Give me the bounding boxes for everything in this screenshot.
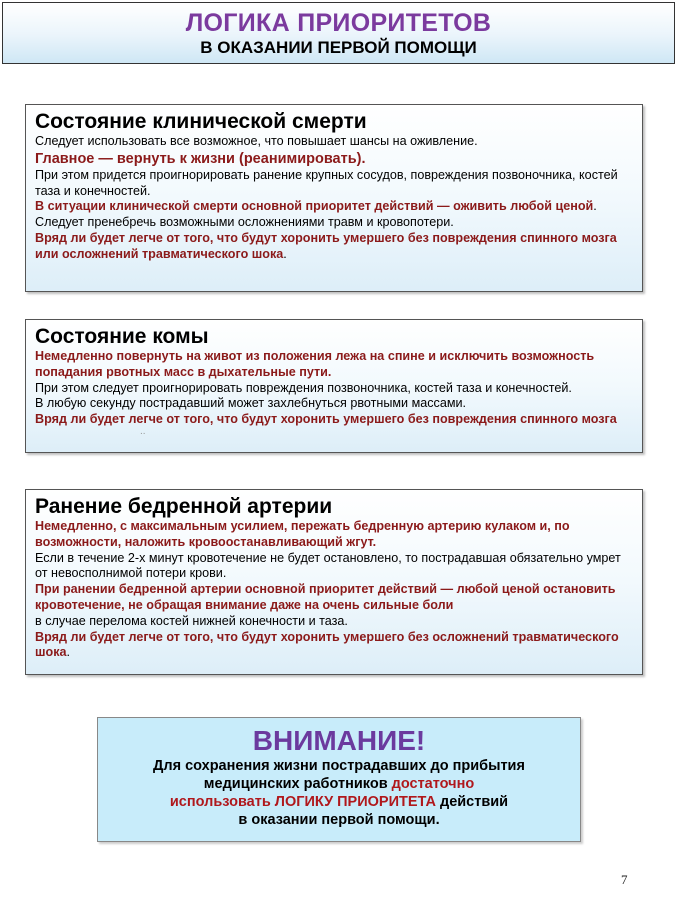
section-text: Следует использовать все возможное, что повышает шансы на оживление. [35,134,478,148]
priority-period: . [593,199,597,214]
section-heading: Состояние клинической смерти [35,110,367,133]
attention-line-3-text: действий [435,794,509,810]
attention-line-3 [98,793,580,811]
section-key-point: Немедленно, с максимальным усилием, пережать бедренную артерию кулаком и, по возможности, наложить кровоостанавливающий жгут. [35,519,570,549]
section-key-point: Немедленно повернуть на живот из положения лежа на спине и исключить возможность попадания рвотных масс в дыхательные пути. [35,349,595,379]
attention-line-3-highlight: использовать ЛОГИКУ ПРИОРИТЕТА [169,794,436,810]
page-header [2,2,675,64]
section-text: При этом следует проигнорировать повреждения позвоночника, костей таза и конечностей. [35,380,572,395]
attention-title: ВНИМАНИЕ! [252,725,426,756]
section-text: В любую секунду пострадавший может захлебнуться рвотными массами. [35,396,467,411]
section-heading: Состояние комы [35,325,209,348]
section-clinical-death [25,104,643,292]
section-warning: Вряд ли будет легче от того, что будут хоронить умершего без повреждения спинного мозга [35,412,617,427]
page-title: ЛОГИКА ПРИОРИТЕТОВ [185,9,492,37]
section-warning [35,630,634,662]
section-text: в случае перелома костей нижней конечности и таза. [35,613,348,628]
section-text: При этом придется проигнорировать ранение крупных сосудов, повреждения позвоночника, костей таза и конечностей. [35,167,618,198]
attention-box [97,717,581,842]
page-number: 7 [621,872,628,887]
section-text: Следует пренебречь возможными осложнениями травм и кровопотери. [35,215,454,230]
attention-line-2-highlight: достаточно [391,776,475,792]
warning-text: Вряд ли будет легче от того, что будут хоронить умершего без повреждения спинного мозга или осложнений травматического шока [35,230,617,261]
section-warning [35,231,634,263]
attention-line-2 [98,775,580,793]
attention-line-1: Для сохранения жизни пострадавших до прибытия [153,758,525,774]
warning-period: . [66,645,70,660]
section-heading: Ранение бедренной артерии [35,495,333,518]
priority-text: В ситуации клинической смерти основной приоритет действий — оживить любой ценой [35,199,594,214]
section-femoral-artery [25,489,643,675]
attention-line-2-text: медицинских работников [203,776,392,792]
section-priority [35,199,634,215]
section-text: Если в течение 2-х минут кровотечение не будет остановлено, то пострадавшая обязательно умрет от невосполнимой потери крови. [35,550,621,581]
section-priority: При ранении бедренной артерии основной приоритет действий — любой ценой остановить кровотечение, не обращая внимание даже на очень сильные боли [35,582,616,612]
warning-text: Вряд ли будет легче от того, что будут хоронить умершего без осложнений травматического шока [35,629,619,660]
warning-period: . [283,246,287,261]
section-key-point: Главное — вернуть к жизни (реанимировать). [35,150,366,167]
section-coma [25,319,643,453]
faint-mark: .. [140,425,146,437]
attention-line-4: в оказании первой помощи. [238,812,440,828]
page-subtitle: В ОКАЗАНИИ ПЕРВОЙ ПОМОЩИ [200,38,477,57]
